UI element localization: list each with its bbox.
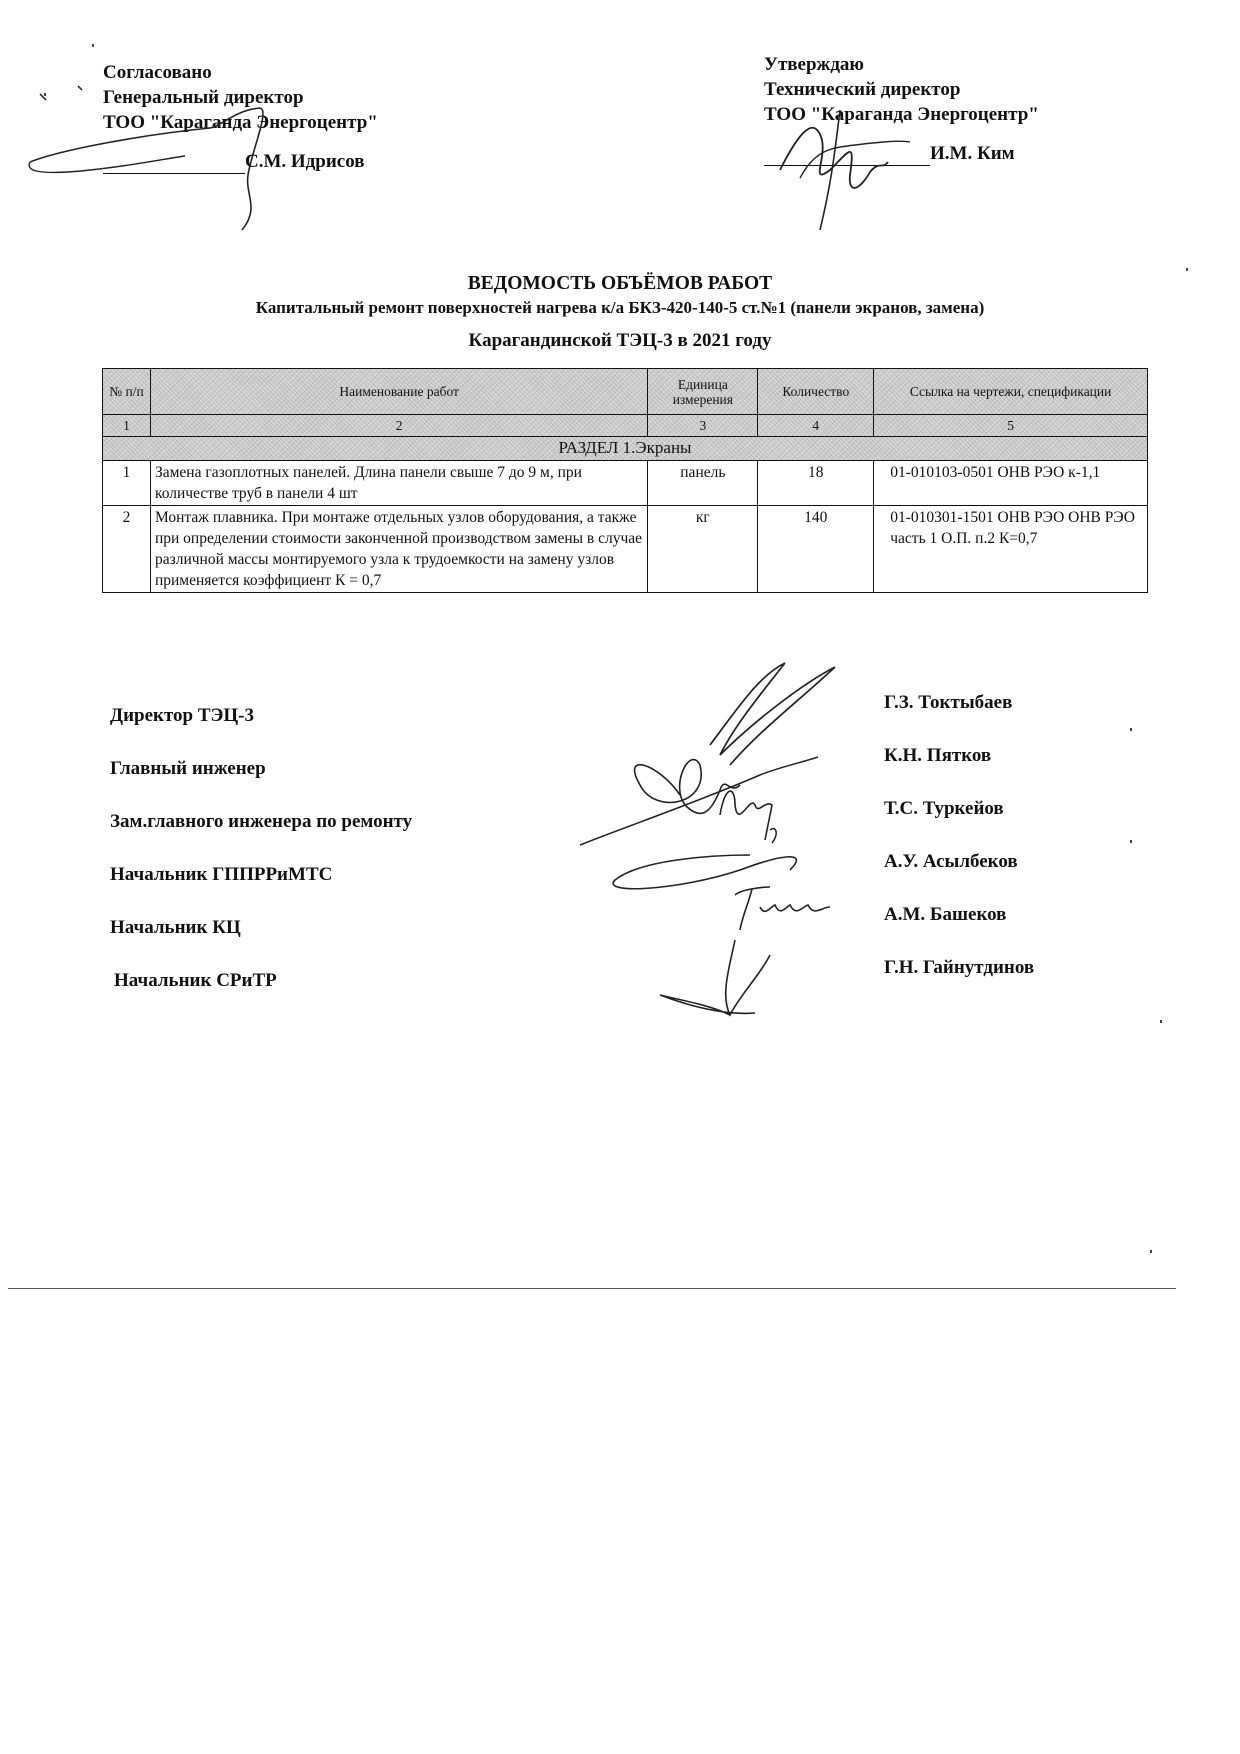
signatory-role: Начальник КЦ <box>110 917 241 938</box>
scan-speck <box>1186 268 1188 271</box>
row-num: 2 <box>103 506 151 593</box>
column-number: 1 <box>103 415 151 437</box>
column-number-row <box>103 415 1148 437</box>
table-row <box>103 461 1148 506</box>
column-number: 5 <box>874 415 1148 437</box>
column-number: 3 <box>648 415 758 437</box>
approval-left-signer: С.М. Идрисов <box>245 151 365 172</box>
scan-edge-line <box>8 1288 1176 1289</box>
handwritten-signatures-group <box>560 655 900 1055</box>
approval-left-org: ТОО "Караганда Энергоцентр" <box>103 112 378 133</box>
column-number: 4 <box>758 415 874 437</box>
section-row <box>103 437 1148 461</box>
signatory-name: А.М. Башеков <box>884 904 1007 925</box>
row-qty: 18 <box>758 461 874 506</box>
header-cell-ref: Ссылка на чертежи, спецификации <box>874 369 1148 415</box>
handwritten-signature-left <box>20 80 350 240</box>
approval-left-status: Согласовано <box>103 62 212 83</box>
document-title: ВЕДОМОСТЬ ОБЪЁМОВ РАБОТ <box>467 273 773 294</box>
row-num: 1 <box>103 461 151 506</box>
row-unit: панель <box>648 461 758 506</box>
signatory-name: А.У. Асылбеков <box>884 851 1018 872</box>
section-title: РАЗДЕЛ 1.Экраны <box>103 437 1148 461</box>
signatory-role: Зам.главного инженера по ремонту <box>110 811 413 832</box>
signatory-roles <box>110 705 412 1023</box>
signatory-names <box>884 692 1034 1010</box>
scan-speck <box>1160 1020 1162 1023</box>
table-header-row <box>103 369 1148 415</box>
document-subtitle-2: Карагандинской ТЭЦ-3 в 2021 году <box>468 330 772 351</box>
scan-speck <box>92 44 94 47</box>
signatory-role: Главный инженер <box>110 758 266 779</box>
row-name: Замена газоплотных панелей. Длина панели свыше 7 до 9 м, при количестве труб в панели 4 шт <box>150 461 647 506</box>
approval-right-position: Технический директор <box>764 79 961 100</box>
scan-speck <box>1130 840 1132 843</box>
signatory-name: К.Н. Пятков <box>884 745 992 766</box>
header-cell-qty: Количество <box>758 369 874 415</box>
row-qty: 140 <box>758 506 874 593</box>
table-row <box>103 506 1148 593</box>
scan-speck <box>44 93 46 96</box>
signatory-name: Г.Н. Гайнутдинов <box>884 957 1035 978</box>
signatory-role: Начальник СРиТР <box>114 970 277 991</box>
approval-right-signer: И.М. Ким <box>930 143 1015 164</box>
scan-speck <box>1150 1250 1152 1253</box>
header-cell-num: № п/п <box>103 369 151 415</box>
approval-right-org: ТОО "Караганда Энергоцентр" <box>764 104 1039 125</box>
signatory-name: Г.З. Токтыбаев <box>884 692 1013 713</box>
row-ref: 01-010103-0501 ОНВ РЭО к-1,1 <box>874 461 1148 506</box>
works-table <box>102 368 1148 593</box>
scan-speck <box>1130 728 1132 731</box>
signatory-role: Директор ТЭЦ-3 <box>110 705 255 726</box>
approval-right-status: Утверждаю <box>764 54 864 75</box>
handwritten-signature-right <box>760 100 960 240</box>
header-cell-name: Наименование работ <box>150 369 647 415</box>
approval-left-position: Генеральный директор <box>103 87 304 108</box>
column-number: 2 <box>150 415 647 437</box>
row-name: Монтаж плавника. При монтаже отдельных узлов оборудования, а также при определении стоимости законченной производством замены в случае различной массы монтируемого узла к трудоемкости на замену узлов применяется коэффициент К = 0,7 <box>150 506 647 593</box>
row-unit: кг <box>648 506 758 593</box>
header-cell-unit: Единица измерения <box>648 369 758 415</box>
signatory-name: Т.С. Туркейов <box>884 798 1004 819</box>
signatory-role: Начальник ГППРРиМТС <box>110 864 333 885</box>
row-ref: 01-010301-1501 ОНВ РЭО ОНВ РЭО часть 1 О.П. п.2 К=0,7 <box>874 506 1148 593</box>
document-subtitle: Капитальный ремонт поверхностей нагрева к/а БКЗ-420-140-5 ст.№1 (панели экранов, замена) <box>255 298 985 317</box>
